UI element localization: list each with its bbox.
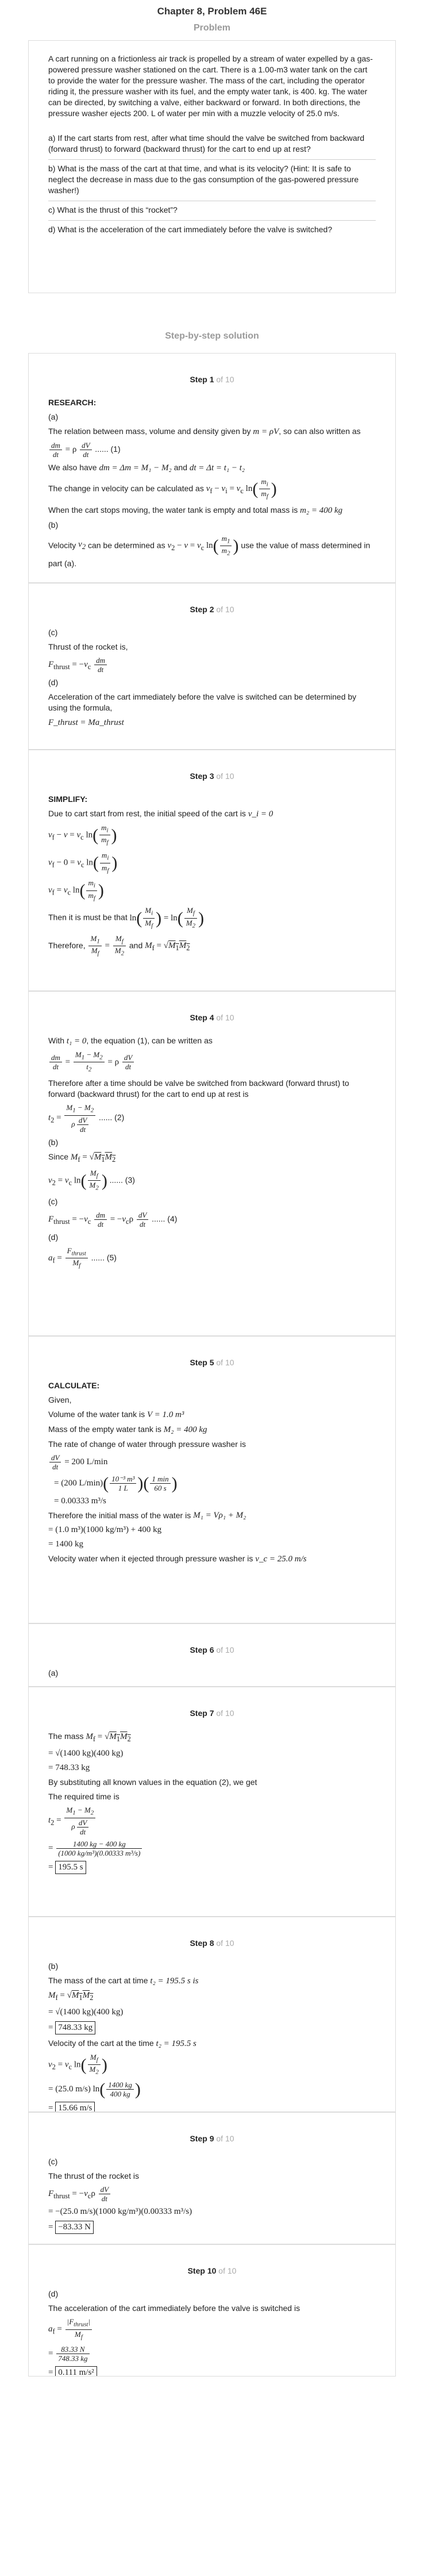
equation-line: $F_{thrust} = -v_c$ $\frac{dm}{dt}$ = $-v_c\rho$ $\frac{dV}{dt}$ ...... (4) bbox=[48, 1210, 178, 1229]
equation-line: $a_f$ = $\frac{F_{thrust}}{M_f}$ ...... (5) bbox=[48, 1246, 117, 1269]
step-6 bbox=[28, 1623, 396, 1687]
fraction: $\frac{F_{thrust}}{M_f}$ bbox=[65, 1246, 88, 1270]
equation-line: t₁ = 0 bbox=[66, 1036, 87, 1046]
equation-line: $M_f = √M_1M_2$ bbox=[145, 941, 190, 953]
fraction: $\frac{dm}{dt}$ bbox=[94, 656, 107, 674]
equation-line: t₂ = 195.5 s bbox=[156, 2038, 196, 2048]
answer-mass: 748.33 kg bbox=[55, 2021, 95, 2034]
question-d: d) What is the acceleration of the cart immediately before the valve is switched? bbox=[48, 225, 333, 234]
solution-heading: Step-by-step solution bbox=[165, 331, 259, 341]
equation-line: m₂ = 400 kg bbox=[300, 505, 343, 515]
equation-line: $M_f = √M_1M_2$ bbox=[70, 1152, 116, 1164]
fraction: $\frac{M_f}{M_2}$ bbox=[113, 934, 126, 958]
equation-line: When the cart stops moving, the water tank is empty and total mass is m₂ = 400 kg bbox=[48, 505, 343, 515]
equation-line: V = 1.0 m³ bbox=[147, 1410, 184, 1419]
equation-line: The change in velocity can be calculated as $v_f - v_i = v_c$ ln( $\frac{m_i}{m_f}$ ) bbox=[48, 477, 277, 500]
equation-line: $\frac{dV}{dt}$ = 200 L/min bbox=[48, 1453, 376, 1471]
equation-line: (b) bbox=[48, 1961, 59, 1971]
step-8 bbox=[28, 1917, 396, 2112]
fraction: $\frac{M_1 - M_2}{t_2}$ bbox=[74, 1050, 105, 1074]
step-title: Step 6 of 10 bbox=[190, 1645, 234, 1654]
step-9 bbox=[28, 2112, 396, 2244]
fraction: $\frac{1400 kg - 400 kg}{\text{(1000 kg/m³)(0.00333 m³/s)}}$ bbox=[56, 1840, 142, 1857]
fraction: $\frac{M_i}{M_f}$ bbox=[143, 906, 155, 930]
step-title: Step 10 of 10 bbox=[187, 2266, 237, 2275]
fraction: $\frac{\text{10⁻³ m³}}{1 L}$ bbox=[110, 1475, 136, 1492]
equation-line: (a) bbox=[48, 1668, 59, 1677]
equation-line: We also have dm = Δm = M₁ − M₂ and dt = Δt = t₁ − t₂ bbox=[48, 462, 245, 473]
equation-line: $\frac{M_1}{M_f}$ = $\frac{M_f}{M_2}$ bbox=[87, 941, 127, 950]
equation-line: t₂ = 195.5 s is bbox=[150, 1976, 199, 1986]
fraction: $\frac{dV}{dt}$ bbox=[137, 1211, 148, 1229]
chapter-title: Chapter 8, Problem 46E bbox=[157, 6, 267, 17]
equation-line: (c) bbox=[48, 1196, 58, 1206]
fraction: $\frac{1400 kg}{400 kg}$ bbox=[106, 2080, 134, 2098]
equation-line: ln( $\frac{M_i}{M_f}$ ) = ln( $\frac{M_f}{M_2}$ ) bbox=[129, 906, 205, 930]
equation-line: $v_2$ bbox=[78, 539, 86, 551]
equation-line: F_thrust = Ma_thrust bbox=[48, 717, 124, 727]
step-title: Step 7 of 10 bbox=[190, 1709, 234, 1718]
equation-line bbox=[48, 717, 376, 728]
equation-line: v_i = 0 bbox=[248, 809, 273, 819]
equation-line: = $\frac{83.33 N}{748.33 kg}$ bbox=[48, 2345, 376, 2363]
equation-line: m = ρV bbox=[253, 427, 279, 436]
fraction: $\frac{dV}{dt}$ bbox=[77, 1818, 88, 1836]
question-b: b) What is the mass of the cart at that time, and what is its velocity? (Hint: It is safe to neglect the decrease in mass due to the gas consumption of the gas-powered pressure washer!) bbox=[48, 160, 376, 201]
fraction: $\frac{m_i}{m_f}$ bbox=[86, 878, 97, 903]
equation-line: Therefore, $\frac{M_1}{M_f}$ = $\frac{M_f}{M_2}$ and $M_f = √M_1M_2$ bbox=[48, 934, 190, 957]
equation-line: Then it is must be that ln( $\frac{M_i}{M_f}$ ) = ln( $\frac{M_f}{M_2}$ ) bbox=[48, 906, 205, 930]
equation-line: = 195.5 s bbox=[48, 1861, 376, 1874]
step-10 bbox=[28, 2244, 396, 2377]
answer-time: 195.5 s bbox=[55, 1861, 86, 1874]
equation-line: The acceleration of the cart immediately before the valve is switched is bbox=[48, 2304, 300, 2313]
equation-line: $v_f - 0 = v_c$ ln( $\frac{m_i}{m_f}$ ) bbox=[48, 850, 118, 874]
step-1 bbox=[28, 353, 396, 583]
equation-line: With t₁ = 0, the equation (1), can be written as bbox=[48, 1036, 213, 1046]
equation-line: $\frac{dm}{dt}$ = ρ $\frac{dV}{dt}$ ...... (1) bbox=[48, 441, 376, 459]
equation-line: Therefore after a time should be valve be switched from backward (forward thrust) to forward (backward thrust) for the cart to end up at rest is bbox=[48, 1078, 349, 1099]
equation-line: $a_f$ = $\frac{|F_{thrust}|}{M_f}$ bbox=[48, 2317, 376, 2341]
fraction: $\frac{m_i}{m_f}$ bbox=[99, 823, 110, 847]
equation-line: = 1400 kg bbox=[48, 1540, 83, 1549]
equation-line: $F_{thrust} = -v_c$ $\frac{dm}{dt}$ bbox=[48, 656, 376, 674]
equation-line: (d) bbox=[48, 2289, 59, 2298]
equation-line: Velocity $v_2$ can be determined as $v_2 - v = v_c$ ln( $\frac{m_1}{m_2}$ ) use the value of mass determined in part (a). bbox=[48, 533, 371, 568]
equation-line: $\frac{dm}{dt}$ = $\frac{M_1 - M_2}{t_2}$ = ρ $\frac{dV}{dt}$ bbox=[48, 1050, 376, 1074]
equation-line: (b) bbox=[48, 520, 59, 529]
part-label: (a) bbox=[48, 412, 59, 421]
problem-card bbox=[28, 40, 396, 293]
equation-line: $v_f - v = v_c$ ln( $\frac{m_i}{m_f}$ ) bbox=[48, 823, 117, 846]
equation-line: v_c = 25.0 m/s bbox=[255, 1554, 307, 1564]
equation-line: $v_2 - v = v_c$ ln( $\frac{m_1}{m_2}$ ) bbox=[167, 533, 239, 557]
equation-line: = √(1400 kg)(400 kg) bbox=[48, 1749, 124, 1758]
fraction: $\frac{M_f}{M_2}$ bbox=[184, 906, 197, 930]
answer-thrust: −83.33 N bbox=[55, 2221, 94, 2234]
equation-line: dm = Δm = M₁ − M₂ bbox=[99, 463, 172, 473]
equation-line: (d) bbox=[48, 678, 59, 687]
equation-line: Given, bbox=[48, 1395, 72, 1404]
fraction: $\frac{dm}{dt}$ bbox=[94, 1211, 107, 1229]
equation-line: Acceleration of the cart immediately before the valve is switched can be determined by using the formula, bbox=[48, 692, 357, 712]
equation-line: = −(25.0 m/s)(1000 kg/m³)(0.00333 m³/s) bbox=[48, 2207, 192, 2216]
equation-line: (c) bbox=[48, 2157, 58, 2166]
equation-line: (c) bbox=[48, 628, 58, 637]
fraction: $\frac{M_1}{M_f}$ bbox=[88, 934, 101, 958]
answer-velocity: 15.66 m/s bbox=[55, 2102, 95, 2112]
step-title: Step 3 of 10 bbox=[190, 771, 234, 781]
equation-line: (d) bbox=[48, 1232, 59, 1242]
step-title: Step 5 of 10 bbox=[190, 1358, 234, 1367]
equation-line: = (1.0 m³)(1000 kg/m³) + 400 kg bbox=[48, 1525, 162, 1535]
step-2 bbox=[28, 583, 396, 750]
step-title: Step 1 of 10 bbox=[190, 375, 234, 384]
equation-line: $t_2$ = $M_1 - M_2$ ρ $\frac{dV}{dt}$ ...... (2) bbox=[48, 1103, 125, 1134]
equation-line: CALCULATE: bbox=[48, 1381, 100, 1390]
equation-line: = 748.33 kg bbox=[48, 1763, 90, 1772]
step-title: Step 4 of 10 bbox=[190, 1013, 234, 1022]
step-7 bbox=[28, 1687, 396, 1917]
problem-heading: Problem bbox=[193, 23, 230, 33]
equation-line: Since $M_f = √M_1M_2$ bbox=[48, 1151, 116, 1164]
fraction: $\frac{|F_{thrust}|}{M_f}$ bbox=[65, 2317, 92, 2341]
equation-line: The rate of change of water through pressure washer is bbox=[48, 1439, 246, 1449]
equation-line: M₁ = Vρ₁ + M₂ bbox=[193, 1511, 246, 1521]
equation-line: Therefore the initial mass of the water is M₁ = Vρ₁ + M₂ bbox=[48, 1510, 246, 1521]
equation-line: The thrust of the rocket is bbox=[48, 2171, 139, 2180]
fraction: $M_1 - M_2$ ρ $\frac{dV}{dt}$ bbox=[64, 1806, 95, 1836]
equation-line: $t_2$ = $M_1 - M_2$ ρ $\frac{dV}{dt}$ bbox=[48, 1806, 376, 1836]
equation-line: $v_2 = v_c$ ln( $\frac{M_f}{M_2}$ ) bbox=[48, 2052, 107, 2076]
fraction: $\frac{dm}{dt}$ bbox=[49, 441, 62, 459]
fraction: $\frac{M_f}{M_2}$ bbox=[88, 1169, 101, 1193]
equation-line: Velocity water when it ejected through pressure washer is v_c = 25.0 m/s bbox=[48, 1554, 307, 1564]
equation-line: (b) bbox=[48, 1137, 59, 1147]
equation-line: Volume of the water tank is V = 1.0 m³ bbox=[48, 1410, 184, 1419]
step-3 bbox=[28, 750, 396, 991]
equation-line: $F_{thrust} = -v_c\rho$ $\frac{dV}{dt}$ bbox=[48, 2185, 376, 2203]
problem-text: A cart running on a frictionless air track is propelled by a stream of water expelled by a gas-powered pressure washer stationed on the cart. There is a 1.00-m3 water tank on the cart to provide the water for the pressure washer. The mass of the cart, including the operator riding it, the pressure washer with its fuel, and the empty water tank, is 400. kg. The water can be directed, by switching a valve, either backward or forward. In both directions, the pressure washer ejects 200. L of water per min with a muzzle velocity of 25.0 m/s. bbox=[48, 54, 373, 118]
equation-line: Due to cart start from rest, the initial speed of the cart is v_i = 0 bbox=[48, 809, 273, 819]
fraction: $\frac{m_i}{m_f}$ bbox=[259, 477, 269, 501]
step-title: Step 9 of 10 bbox=[190, 2134, 234, 2143]
equation-line: $v_2 = v_c$ ln( $\frac{M_f}{M_2}$ ) ...... (3) bbox=[48, 1168, 135, 1192]
step-5 bbox=[28, 1336, 396, 1623]
equation-line: $v_f - v_i = v_c$ ln( $\frac{m_i}{m_f}$ ) bbox=[206, 477, 277, 500]
answer-acceleration: 0.111 m/s² bbox=[55, 2366, 97, 2377]
equation-line: By substituting all known values in the equation (2), we get bbox=[48, 1778, 257, 1787]
equation-line: The mass $M_f = √M_1M_2$ bbox=[48, 1732, 131, 1743]
fraction: $\frac{m_i}{m_f}$ bbox=[100, 851, 110, 875]
step-4 bbox=[28, 991, 396, 1336]
fraction: $\frac{m_1}{m_2}$ bbox=[220, 534, 232, 558]
fraction: $\frac{dV}{dt}$ bbox=[77, 1116, 88, 1134]
step-title: Step 2 of 10 bbox=[190, 605, 234, 614]
fraction: $\frac{dV}{dt}$ bbox=[122, 1053, 134, 1071]
equation-line: $M_f = √M_1M_2$ bbox=[86, 1732, 131, 1743]
equation-line: = 15.66 m/s bbox=[48, 2102, 376, 2112]
equation-line: = −83.33 N bbox=[48, 2221, 376, 2234]
fraction: $\frac{M_f}{M_2}$ bbox=[88, 2053, 101, 2077]
fraction: $\frac{dm}{dt}$ bbox=[49, 1053, 62, 1071]
equation-line: = 0.00333 m³/s bbox=[54, 1496, 106, 1506]
fraction: $\frac{83.33 N}{748.33 kg}$ bbox=[56, 2345, 89, 2363]
question-a: a) If the cart starts from rest, after what time should the valve be switched from backward (forward thrust) to forward (backward thrust) for the cart to end up at rest? bbox=[48, 129, 376, 160]
equation-line: The required time is bbox=[48, 1792, 120, 1801]
question-c: c) What is the thrust of this “rocket”? bbox=[48, 201, 376, 221]
fraction: $\frac{1 \min}{60 s}$ bbox=[150, 1475, 170, 1492]
equation-line: = √(1400 kg)(400 kg) bbox=[48, 2007, 124, 2017]
fraction: $M_1 - M_2$ ρ $\frac{dV}{dt}$ bbox=[64, 1103, 95, 1134]
equation-line: The mass of the cart at time t₂ = 195.5 s is bbox=[48, 1976, 199, 1986]
fraction: $\frac{dV}{dt}$ bbox=[80, 441, 91, 459]
equation-line: $v_f = v_c$ ln( $\frac{m_i}{m_f}$ ) bbox=[48, 878, 104, 902]
equation-line: SIMPLIFY: bbox=[48, 794, 88, 804]
research-label: RESEARCH: bbox=[48, 398, 97, 407]
fraction: $\frac{dV}{dt}$ bbox=[49, 1453, 61, 1471]
equation-line: = 748.33 kg bbox=[48, 2021, 376, 2034]
equation-line: M₂ = 400 kg bbox=[163, 1425, 207, 1434]
equation-line: = (25.0 m/s) ln( $\frac{1400 kg}{400 kg}$ ) bbox=[48, 2079, 141, 2099]
equation-line: = 0.111 m/s² bbox=[48, 2366, 376, 2377]
equation-line: Thrust of the rocket is, bbox=[48, 642, 128, 651]
equation-line: dt = Δt = t₁ − t₂ bbox=[189, 463, 245, 473]
equation-line: Velocity of the cart at the time t₂ = 195.5 s bbox=[48, 2038, 196, 2048]
fraction: $\frac{dV}{dt}$ bbox=[99, 2185, 110, 2203]
step-title: Step 8 of 10 bbox=[190, 1938, 234, 1948]
equation-line: The relation between mass, volume and density given by m = ρV, so can also written as bbox=[48, 427, 361, 436]
equation-line: Mass of the empty water tank is M₂ = 400 kg bbox=[48, 1424, 207, 1434]
equation-line: = (200 L/min)( $\frac{\text{10⁻³ m³}}{1 L}$ )( $\frac{1 \min}{60 s}$ ) bbox=[54, 1473, 178, 1493]
equation-line: = $\frac{1400 kg - 400 kg}{\text{(1000 kg/m³)(0.00333 m³/s)}}$ bbox=[48, 1840, 376, 1857]
equation-line: $M_f = √M_1M_2$ bbox=[48, 1990, 94, 2002]
